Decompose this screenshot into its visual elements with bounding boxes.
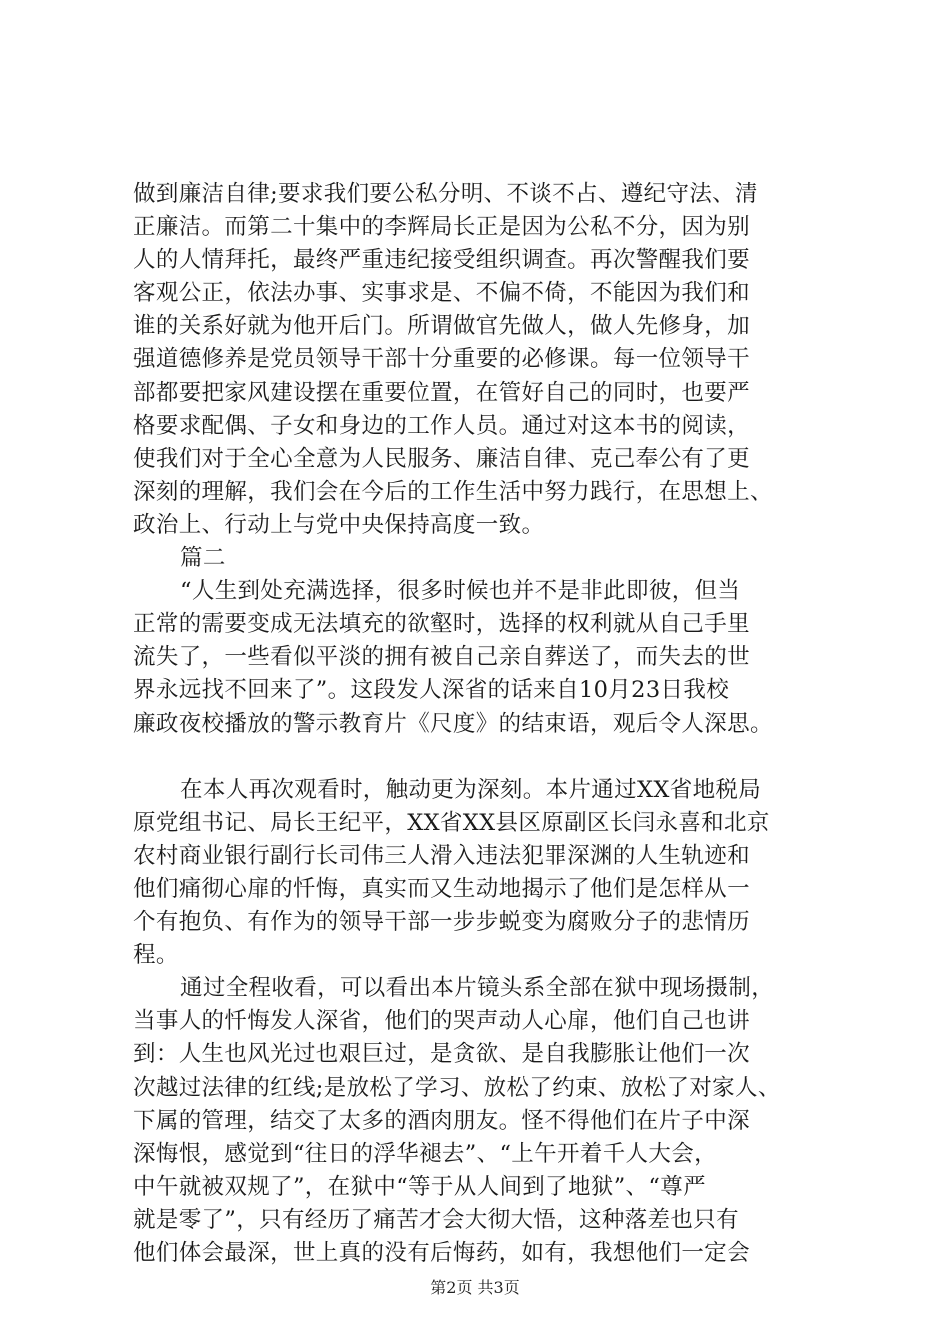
text-line: 谁的关系好就为他开后门。所谓做官先做人，做人先修身，加 bbox=[133, 313, 750, 340]
text-line: 客观公正，依法办事、实事求是、不偏不倚，不能因为我们和 bbox=[133, 280, 750, 307]
text-line: 次越过法律的红线;是放松了学习、放松了约束、放松了对家人、 bbox=[133, 1074, 781, 1101]
text-line: “人生到处充满选择，很多时候也并不是非此即彼，但当 bbox=[180, 578, 741, 605]
blank-line bbox=[133, 741, 828, 774]
text-line: 下属的管理，结交了太多的酒肉朋友。怪不得他们在片子中深 bbox=[133, 1107, 750, 1134]
text-line: 正常的需要变成无法填充的欲壑时，选择的权利就从自己手里 bbox=[133, 611, 750, 638]
text-line: 强道德修养是党员领导干部十分重要的必修课。每一位领导干 bbox=[133, 346, 750, 373]
text-line: 使我们对于全心全意为人民服务、廉洁自律、克己奉公有了更 bbox=[133, 445, 750, 472]
text-line: 格要求配偶、子女和身边的工作人员。通过对这本书的阅读， bbox=[133, 412, 750, 439]
text-line: 做到廉洁自律;要求我们要公私分明、不谈不占、遵纪守法、清 bbox=[133, 181, 758, 207]
text-line: 人的人情拜托，最终严重违纪接受组织调查。再次警醒我们要 bbox=[133, 247, 750, 274]
text-line: 程。 bbox=[133, 942, 179, 969]
text-line: 个有抱负、有作为的领导干部一步步蜕变为腐败分子的悲情历 bbox=[133, 909, 750, 936]
text-line: 就是零了”，只有经历了痛苦才会大彻大悟，这种落差也只有 bbox=[133, 1206, 739, 1233]
text-line: 农村商业银行副行长司伟三人滑入违法犯罪深渊的人生轨迹和 bbox=[133, 842, 750, 869]
text-line: 原党组书记、局长王纪平，XX省XX县区原副区长闫永喜和北京 bbox=[133, 809, 770, 836]
text-line: 当事人的忏悔发人深省，他们的哭声动人心扉，他们自己也讲 bbox=[133, 1008, 750, 1035]
text-line: 界永远找不回来了”。这段发人深省的话来自10月23日我校 bbox=[133, 677, 730, 704]
text-line: 流失了，一些看似平淡的拥有被自己亲自葬送了，而失去的世 bbox=[133, 644, 750, 671]
text-line: 深悔恨，感觉到“往日的浮华褪去”、“上午开着千人大会， bbox=[133, 1140, 717, 1167]
text-line: 他们痛彻心扉的忏悔，真实而又生动地揭示了他们是怎样从一 bbox=[133, 875, 750, 902]
page-number: 第2页 共3页 bbox=[430, 1278, 520, 1297]
text-line: 政治上、行动上与党中央保持高度一致。 bbox=[133, 511, 545, 538]
text-line: 在本人再次观看时，触动更为深刻。本片通过XX省地税局 bbox=[180, 776, 762, 803]
text-line: 中午就被双规了”，在狱中“等于从人间到了地狱”、“尊严 bbox=[133, 1173, 706, 1200]
text-line: 正廉洁。而第二十集中的李辉局长正是因为公私不分，因为别 bbox=[133, 214, 750, 241]
text-line: 深刻的理解，我们会在今后的工作生活中努力践行，在思想上、 bbox=[133, 478, 773, 505]
text-line: 到：人生也风光过也艰巨过，是贪欲、是自我膨胀让他们一次 bbox=[133, 1041, 750, 1068]
section-heading: 篇二 bbox=[180, 545, 226, 572]
text-line: 通过全程收看，可以看出本片镜头系全部在狱中现场摄制， bbox=[180, 975, 775, 1002]
document-body bbox=[133, 178, 828, 1270]
text-line: 他们体会最深，世上真的没有后悔药，如有，我想他们一定会 bbox=[133, 1240, 750, 1266]
text-line: 廉政夜校播放的警示教育片《尺度》的结束语，观后令人深思。 bbox=[133, 710, 773, 737]
text-line: 部都要把家风建设摆在重要位置，在管好自己的同时，也要严 bbox=[133, 379, 750, 406]
